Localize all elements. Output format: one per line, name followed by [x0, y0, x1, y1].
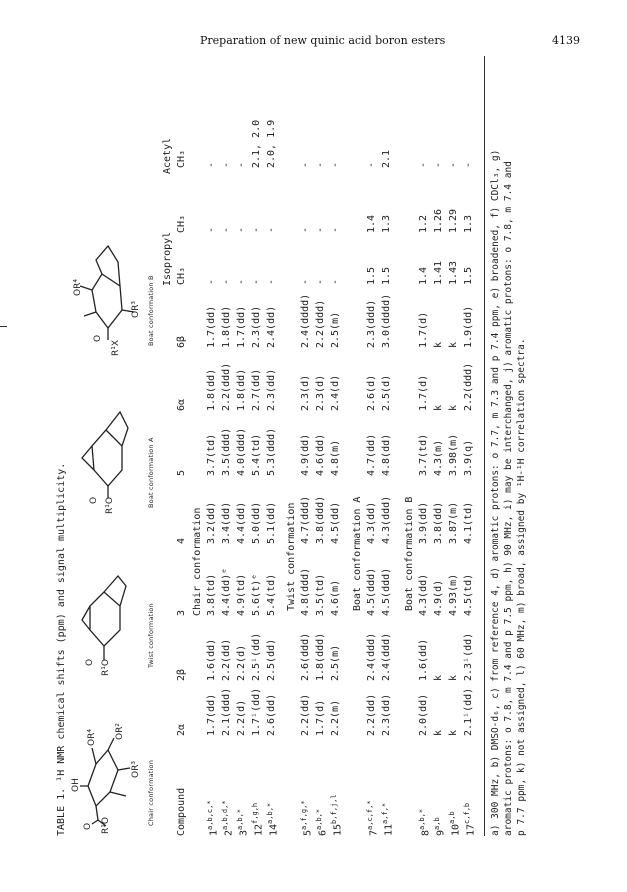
- table-cell: k: [448, 729, 459, 736]
- table-row: [330, 56, 344, 836]
- footnote-line-3: p 7.7 ppm, k) not assigned, l) 60 MHz, m) broad, assigned by ¹H-¹H correlation spectra.: [516, 338, 527, 836]
- table-cell: -: [315, 278, 326, 285]
- table-cell: 2.2(dd): [221, 638, 232, 681]
- table-cell: 2.2(ddd): [463, 362, 474, 411]
- table-cell: 2.0(dd): [418, 693, 429, 736]
- table-cell: -: [463, 161, 474, 168]
- compound-cell: [236, 809, 249, 836]
- table-cell: -: [366, 161, 377, 168]
- table-cell: 5.4(td): [266, 573, 277, 616]
- chair-ring: [88, 750, 118, 806]
- col-header-isopropyl-ch3-1: CH₃: [176, 266, 187, 285]
- table-cell: 4.6(dd): [315, 433, 326, 476]
- table-cell: 4.5(dd): [330, 501, 341, 544]
- table-cell: 1.41: [433, 260, 444, 285]
- table-cell: -: [418, 161, 429, 168]
- structure-label-boat-b: Boat conformation B: [147, 275, 155, 346]
- compound-number: 3: [238, 829, 250, 836]
- compound-number: 15: [332, 823, 344, 836]
- table-cell: 2.2(ddd): [315, 299, 326, 348]
- table-cell: 2.4(ddd): [381, 632, 392, 681]
- page-number: 4139: [552, 34, 580, 47]
- table-cell: 1.7(dd): [206, 693, 217, 736]
- table-cell: k: [448, 341, 459, 348]
- compound-footnote-marks: a,f,g,*: [300, 800, 308, 830]
- table-cell: 4.8(m): [330, 439, 341, 476]
- table-cell: 1.6(dd): [418, 638, 429, 681]
- structure-label-chair: Chair conformation: [147, 759, 155, 826]
- table-cell: 4.5(td): [463, 573, 474, 616]
- compound-footnote-marks: b,f,j,l: [330, 794, 338, 824]
- table-cell: -: [315, 161, 326, 168]
- structure-label-twist: Twist conformation: [147, 603, 155, 668]
- table-cell: -: [266, 278, 277, 285]
- table-cell: -: [206, 278, 217, 285]
- compound-footnote-marks: a,c,f,*: [366, 800, 374, 830]
- table-cell: 4.9(d): [433, 579, 444, 616]
- table-cell: k: [433, 404, 444, 411]
- compound-footnote-marks: c,f,b: [463, 802, 471, 824]
- table-cell: 3.8(td): [206, 573, 217, 616]
- table-cell: 2.2(dd): [300, 693, 311, 736]
- compound-footnote-marks: f,g,h: [251, 802, 259, 824]
- table-cell: 1.5: [366, 266, 377, 285]
- compound-cell: [418, 809, 431, 836]
- table-cell: 2.1(ddd): [221, 687, 232, 736]
- table-cell: 2.4(d): [330, 374, 341, 411]
- chair-label-o: O: [83, 822, 93, 830]
- table-cell: -: [221, 161, 232, 168]
- compound-cell: [448, 811, 461, 836]
- table-row: [221, 56, 235, 836]
- compound-number: 17: [465, 823, 477, 836]
- table-cell: 1.7(dd): [206, 305, 217, 348]
- table-cell: 1.7(d): [315, 699, 326, 736]
- compound-footnote-marks: a,b,*: [266, 802, 274, 824]
- table-cell: 3.7(td): [206, 433, 217, 476]
- col-header-acetyl-ch3: CH₃: [176, 149, 187, 168]
- table-cell: 2.3ⁱ(dd): [463, 632, 474, 681]
- table-cell: 2.5(m): [330, 311, 341, 348]
- compound-number: 12: [253, 823, 265, 836]
- table-caption: TABLE 1. ¹H NMR chemical shifts (ppm) and signal multiplicity.: [56, 462, 67, 836]
- chair-label-r1o: R¹O: [101, 817, 111, 834]
- chair-label-or2: OR²: [115, 723, 125, 740]
- table-cell: 3.9(q): [463, 439, 474, 476]
- table-cell: k: [433, 674, 444, 681]
- table-cell: 4.1(td): [463, 501, 474, 544]
- table-cell: 1.8(dd): [206, 368, 217, 411]
- table-row: [206, 56, 220, 836]
- table-cell: 4.9(td): [236, 573, 247, 616]
- table-row: [366, 56, 380, 836]
- running-title: Preparation of new quinic acid boron esters: [200, 34, 446, 47]
- compound-number: 7: [368, 829, 380, 836]
- table-cell: 4.5(ddd): [381, 567, 392, 616]
- boat-b-label-or4: OR⁴: [73, 279, 83, 296]
- table-row: [300, 56, 314, 836]
- table-row: [266, 56, 280, 836]
- table-cell: 2.0, 1.9: [266, 119, 277, 168]
- section-title-boat-b: Boat conformation B: [404, 496, 415, 611]
- table-cell: 2.5(dd): [266, 638, 277, 681]
- compound-cell: [266, 803, 279, 836]
- table-row: [381, 56, 395, 836]
- compound-cell: [251, 803, 264, 836]
- compound-number: 14: [268, 823, 280, 836]
- table-cell: 2.5ⁱ(dd): [251, 632, 262, 681]
- boat-a-structure: [78, 396, 138, 516]
- table-cell: -: [330, 226, 341, 233]
- compound-footnote-marks: a,b,*: [315, 808, 323, 830]
- table-cell: 2.4(dd): [266, 305, 277, 348]
- table-cell: -: [221, 226, 232, 233]
- table-cell: 1.2: [418, 214, 429, 233]
- table-cell: 4.3(dd): [418, 573, 429, 616]
- table-cell: 3.8(dd): [433, 501, 444, 544]
- chair-label-or3: OR³: [131, 761, 141, 778]
- table-cell: 2.3(d): [315, 374, 326, 411]
- table-cell: 4.7(dd): [366, 433, 377, 476]
- chair-bonds: [80, 738, 130, 820]
- footnote-line-2: aromatic protons: o 7.8, m 7.4 and p 7.5 ppm, h) 90 MHz, i) may be interchanged, j) aromatic protons: o 7.8, m 7.4 and: [503, 161, 514, 836]
- boat-a-ring: [92, 430, 122, 486]
- table-cell: 2.3(dd): [266, 368, 277, 411]
- chair-structure: [71, 716, 141, 836]
- table-cell: 1.8(ddd): [315, 632, 326, 681]
- table-cell: 2.3(ddd): [366, 299, 377, 348]
- table-cell: -: [433, 161, 444, 168]
- compound-number: 5: [302, 829, 314, 836]
- table-cell: 4.3(ddd): [381, 495, 392, 544]
- table-cell: -: [300, 226, 311, 233]
- compound-cell: [221, 800, 234, 836]
- table-cell: k: [448, 404, 459, 411]
- table-cell: 3.7(td): [418, 433, 429, 476]
- structure-label-boat-a: Boat conformation A: [147, 437, 155, 508]
- table-cell: -: [300, 278, 311, 285]
- table-cell: 2.2(dd): [366, 693, 377, 736]
- table-cell: 1.4: [366, 214, 377, 233]
- table-cell: 3.4(dd): [221, 501, 232, 544]
- compound-footnote-marks: a,b,*: [236, 808, 244, 830]
- col-header-6beta: 6β: [176, 335, 187, 348]
- compound-footnote-marks: a,b,d,*: [221, 800, 229, 830]
- chair-label-or4: OR⁴: [87, 729, 97, 746]
- col-header-3: 3: [176, 609, 187, 616]
- table-cell: k: [433, 341, 444, 348]
- table-cell: 2.4(ddd): [366, 632, 377, 681]
- table-cell: 1.26: [433, 208, 444, 233]
- table-row: [251, 56, 265, 836]
- compound-cell: [206, 800, 219, 836]
- compound-number: 1: [208, 829, 220, 836]
- table-row: [236, 56, 250, 836]
- table-cell: -: [448, 161, 459, 168]
- boat-b-label-or3: OR³: [131, 301, 141, 318]
- table-cell: 1.7(d): [418, 374, 429, 411]
- boat-a-bonds: [82, 412, 128, 498]
- compound-number: 2: [223, 829, 235, 836]
- col-header-4: 4: [176, 537, 187, 544]
- boat-b-structure: [73, 226, 141, 356]
- table-cell: 2.2(m): [330, 699, 341, 736]
- table-cell: 5.3(ddd): [266, 427, 277, 476]
- table-cell: 4.4(dd): [236, 501, 247, 544]
- table-cell: 1.29: [448, 208, 459, 233]
- table-cell: 2.7(dd): [251, 368, 262, 411]
- column-header-row: [176, 56, 190, 836]
- compound-footnote-marks: a,b,c,*: [206, 800, 214, 830]
- table-cell: 1.3: [463, 214, 474, 233]
- table-cell: 1.7ⁱ(dd): [251, 687, 262, 736]
- table-cell: 1.8(dd): [221, 305, 232, 348]
- table-cell: 2.1, 2.0: [251, 119, 262, 168]
- group-header-isopropyl: Isopropyl: [162, 231, 173, 286]
- table-cell: 4.93(m): [448, 573, 459, 616]
- compound-number: 11: [383, 823, 395, 836]
- compound-cell: [381, 803, 394, 836]
- table-cell: 3.87(m): [448, 501, 459, 544]
- table-cell: 5.0(dd): [251, 501, 262, 544]
- table-cell: 2.2(d): [236, 644, 247, 681]
- table-cell: 4.3(m): [433, 439, 444, 476]
- table-cell: 4.9(dd): [300, 433, 311, 476]
- compound-footnote-marks: a,b: [433, 817, 441, 830]
- col-header-5: 5: [176, 469, 187, 476]
- compound-footnote-marks: a,b: [448, 811, 456, 824]
- compound-number: 8: [420, 829, 432, 836]
- twist-label-o: O: [85, 658, 95, 666]
- table-cell: 1.7(d): [418, 311, 429, 348]
- table-cell: 2.5(m): [330, 644, 341, 681]
- table-cell: 2.2(d): [236, 699, 247, 736]
- compound-cell: [300, 800, 313, 836]
- table-cell: -: [330, 161, 341, 168]
- compound-cell: [463, 803, 476, 836]
- table-row: [463, 56, 477, 836]
- table-cell: -: [315, 226, 326, 233]
- table-cell: 1.8(dd): [236, 368, 247, 411]
- compound-cell: [433, 817, 446, 836]
- table-cell: -: [236, 161, 247, 168]
- col-header-2beta: 2β: [176, 668, 187, 681]
- footnote-line-1: a) 300 MHz, b) DMSO-d₆, c) from reference 4, d) aromatic protons: o 7.7, m 7.3 and p 7.4 ppm, e) broadened, f) CDCl₃, g): [490, 149, 501, 836]
- compound-footnote-marks: a,b,*: [418, 808, 426, 830]
- col-header-6alpha: 6α: [176, 398, 187, 411]
- compound-number: 9: [435, 829, 447, 836]
- table-cell: 4.7(ddd): [300, 495, 311, 544]
- table-row: [418, 56, 432, 836]
- table-cell: 3.9(dd): [418, 501, 429, 544]
- table-cell: 2.4(dddd): [300, 293, 311, 348]
- table-cell: 1.6(dd): [206, 638, 217, 681]
- table-cell: -: [236, 226, 247, 233]
- compound-footnote-marks: a,f,*: [381, 802, 389, 824]
- col-header-2alpha: 2α: [176, 723, 187, 736]
- table-cell: 4.4(dd)ᵉ: [221, 567, 232, 616]
- table-row: [448, 56, 462, 836]
- twist-ring: [90, 592, 120, 646]
- table-bottom-rule: [484, 56, 485, 836]
- running-head: [150, 34, 580, 50]
- table-cell: 1.7(dd): [236, 305, 247, 348]
- table-cell: 5.1(dd): [266, 501, 277, 544]
- table-cell: 4.3(dd): [366, 501, 377, 544]
- table-cell: 5.6(t)ᵉ: [251, 573, 262, 616]
- table-cell: -: [330, 278, 341, 285]
- compound-cell: [366, 800, 379, 836]
- table-cell: 4.8(dd): [381, 433, 392, 476]
- table-cell: -: [206, 226, 217, 233]
- table-cell: 3.98(m): [448, 433, 459, 476]
- table-cell: k: [448, 674, 459, 681]
- table-cell: 3.5(td): [315, 573, 326, 616]
- boat-b-label-r1x: R¹X: [111, 339, 121, 356]
- table-cell: -: [206, 161, 217, 168]
- table-cell: 1.3: [381, 214, 392, 233]
- section-title-twist: Twist conformation: [286, 502, 297, 611]
- table-cell: k: [433, 729, 444, 736]
- table-cell: 3.0(dddd): [381, 293, 392, 348]
- margin-mark: [0, 326, 7, 327]
- table-cell: 2.3(dd): [251, 305, 262, 348]
- compound-cell: [330, 794, 343, 836]
- compound-number: 10: [450, 823, 462, 836]
- boat-b-ring: [92, 274, 122, 328]
- group-header-acetyl: Acetyl: [162, 137, 173, 174]
- table-cell: 3.5(ddd): [221, 427, 232, 476]
- table-cell: -: [300, 161, 311, 168]
- table-cell: 1.5: [381, 266, 392, 285]
- table-cell: 3.8(ddd): [315, 495, 326, 544]
- table-cell: 4.0(ddd): [236, 427, 247, 476]
- table-row: [433, 56, 447, 836]
- table-cell: 5.4(td): [251, 433, 262, 476]
- table-cell: 2.1: [381, 149, 392, 168]
- boat-a-label-r1o: R¹O: [105, 497, 115, 514]
- rotated-table: [44, 56, 614, 836]
- table-cell: -: [221, 278, 232, 285]
- table-cell: -: [251, 278, 262, 285]
- table-cell: -: [266, 226, 277, 233]
- twist-label-r1o: R¹O: [101, 659, 111, 676]
- table-cell: 1.9(dd): [463, 305, 474, 348]
- table-cell: 2.2(ddd): [221, 362, 232, 411]
- table-cell: -: [236, 278, 247, 285]
- table-cell: 2.3(d): [300, 374, 311, 411]
- table-cell: 1.43: [448, 260, 459, 285]
- table-cell: 2.3(dd): [381, 693, 392, 736]
- table-cell: 4.8(ddd): [300, 567, 311, 616]
- table-cell: 2.6(ddd): [300, 632, 311, 681]
- col-header-isopropyl-ch3-2: CH₃: [176, 214, 187, 233]
- table-cell: 1.4: [418, 266, 429, 285]
- table-cell: 4.5(ddd): [366, 567, 377, 616]
- table-cell: 2.6(dd): [266, 693, 277, 736]
- compound-cell: [315, 809, 328, 836]
- table-cell: 4.6(m): [330, 579, 341, 616]
- col-header-compound: Compound: [176, 787, 187, 836]
- chair-label-oh: OH: [71, 778, 81, 792]
- table-row: [315, 56, 329, 836]
- table-cell: 2.6(d): [366, 374, 377, 411]
- twist-structure: [78, 556, 138, 676]
- section-title-chair: Chair conformation: [192, 507, 203, 616]
- table-cell: 3.2(dd): [206, 501, 217, 544]
- table-cell: 2.5(d): [381, 374, 392, 411]
- boat-a-label-o: O: [89, 496, 99, 504]
- section-title-boat-a: Boat conformation A: [352, 496, 363, 611]
- boat-b-label-o: O: [93, 334, 103, 342]
- table-cell: -: [251, 226, 262, 233]
- compound-number: 6: [317, 829, 329, 836]
- table-cell: 2.1ⁱ(dd): [463, 687, 474, 736]
- table-cell: 1.5: [463, 266, 474, 285]
